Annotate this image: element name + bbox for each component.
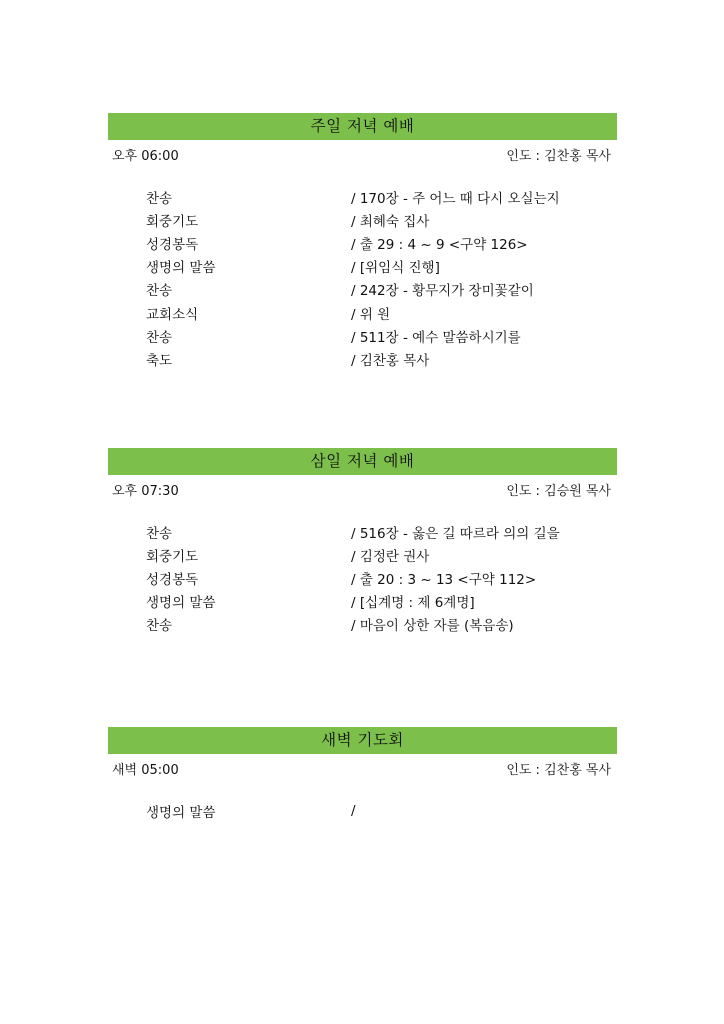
service-time: 오후 06:00 xyxy=(112,149,179,164)
item-value: / [위임식 진행] xyxy=(351,260,440,277)
list-item xyxy=(108,799,617,822)
list-item xyxy=(108,613,617,636)
section-title: 주일 저녁 예배 xyxy=(108,113,617,140)
list-item xyxy=(108,255,617,278)
item-label: 회중기도 xyxy=(146,213,199,230)
order-of-worship xyxy=(108,185,617,371)
item-value: / xyxy=(351,802,356,819)
item-label: 생명의 말씀 xyxy=(146,804,216,821)
item-label: 교회소식 xyxy=(146,306,199,323)
item-value: / 김찬홍 목사 xyxy=(351,352,430,369)
list-item xyxy=(108,231,617,254)
item-label: 찬송 xyxy=(146,329,173,346)
service-time: 새벽 05:00 xyxy=(112,763,179,778)
dawn-prayer-section xyxy=(108,727,617,822)
item-label: 생명의 말씀 xyxy=(146,260,216,277)
order-of-worship xyxy=(108,799,617,822)
list-item xyxy=(108,520,617,543)
item-label: 성경봉독 xyxy=(146,571,199,588)
list-item xyxy=(108,543,617,566)
item-label: 회중기도 xyxy=(146,548,199,565)
service-meta xyxy=(108,480,617,498)
sunday-evening-service-section xyxy=(108,113,617,371)
item-label: 찬송 xyxy=(146,618,173,635)
item-value: / 출 29 : 4 ~ 9 <구약 126> xyxy=(351,236,528,253)
item-label: 찬송 xyxy=(146,283,173,300)
service-meta xyxy=(108,759,617,777)
list-item xyxy=(108,278,617,301)
list-item xyxy=(108,347,617,370)
item-value: / 511장 - 예수 말씀하시기를 xyxy=(351,329,521,346)
list-item xyxy=(108,301,617,324)
service-leader: 인도 : 김찬홍 목사 xyxy=(506,763,611,778)
item-value: / 출 20 : 3 ~ 13 <구약 112> xyxy=(351,571,537,588)
wednesday-evening-service-section xyxy=(108,448,617,636)
item-value: / 516장 - 옳은 길 따르라 의의 길을 xyxy=(351,525,560,542)
item-label: 찬송 xyxy=(146,190,173,207)
section-title: 삼일 저녁 예배 xyxy=(108,448,617,475)
item-value: / 김정란 권사 xyxy=(351,548,430,565)
item-label: 축도 xyxy=(146,352,173,369)
service-time: 오후 07:30 xyxy=(112,484,179,499)
list-item xyxy=(108,185,617,208)
item-value: / 위 원 xyxy=(351,306,391,323)
section-title: 새벽 기도회 xyxy=(108,727,617,754)
item-value: / 170장 - 주 어느 때 다시 오실는지 xyxy=(351,190,560,207)
item-value: / 최혜숙 집사 xyxy=(351,213,430,230)
list-item xyxy=(108,566,617,589)
service-meta xyxy=(108,145,617,163)
item-label: 찬송 xyxy=(146,525,173,542)
item-value: / 242장 - 황무지가 장미꽃같이 xyxy=(351,283,534,300)
item-label: 성경봉독 xyxy=(146,236,199,253)
item-label: 생명의 말씀 xyxy=(146,595,216,612)
order-of-worship xyxy=(108,520,617,636)
service-leader: 인도 : 김승원 목사 xyxy=(506,484,611,499)
item-value: / [십계명 : 제 6계명] xyxy=(351,595,475,612)
list-item xyxy=(108,590,617,613)
list-item xyxy=(108,324,617,347)
service-leader: 인도 : 김찬홍 목사 xyxy=(506,149,611,164)
list-item xyxy=(108,208,617,231)
item-value: / 마음이 상한 자를 (복음송) xyxy=(351,618,514,635)
